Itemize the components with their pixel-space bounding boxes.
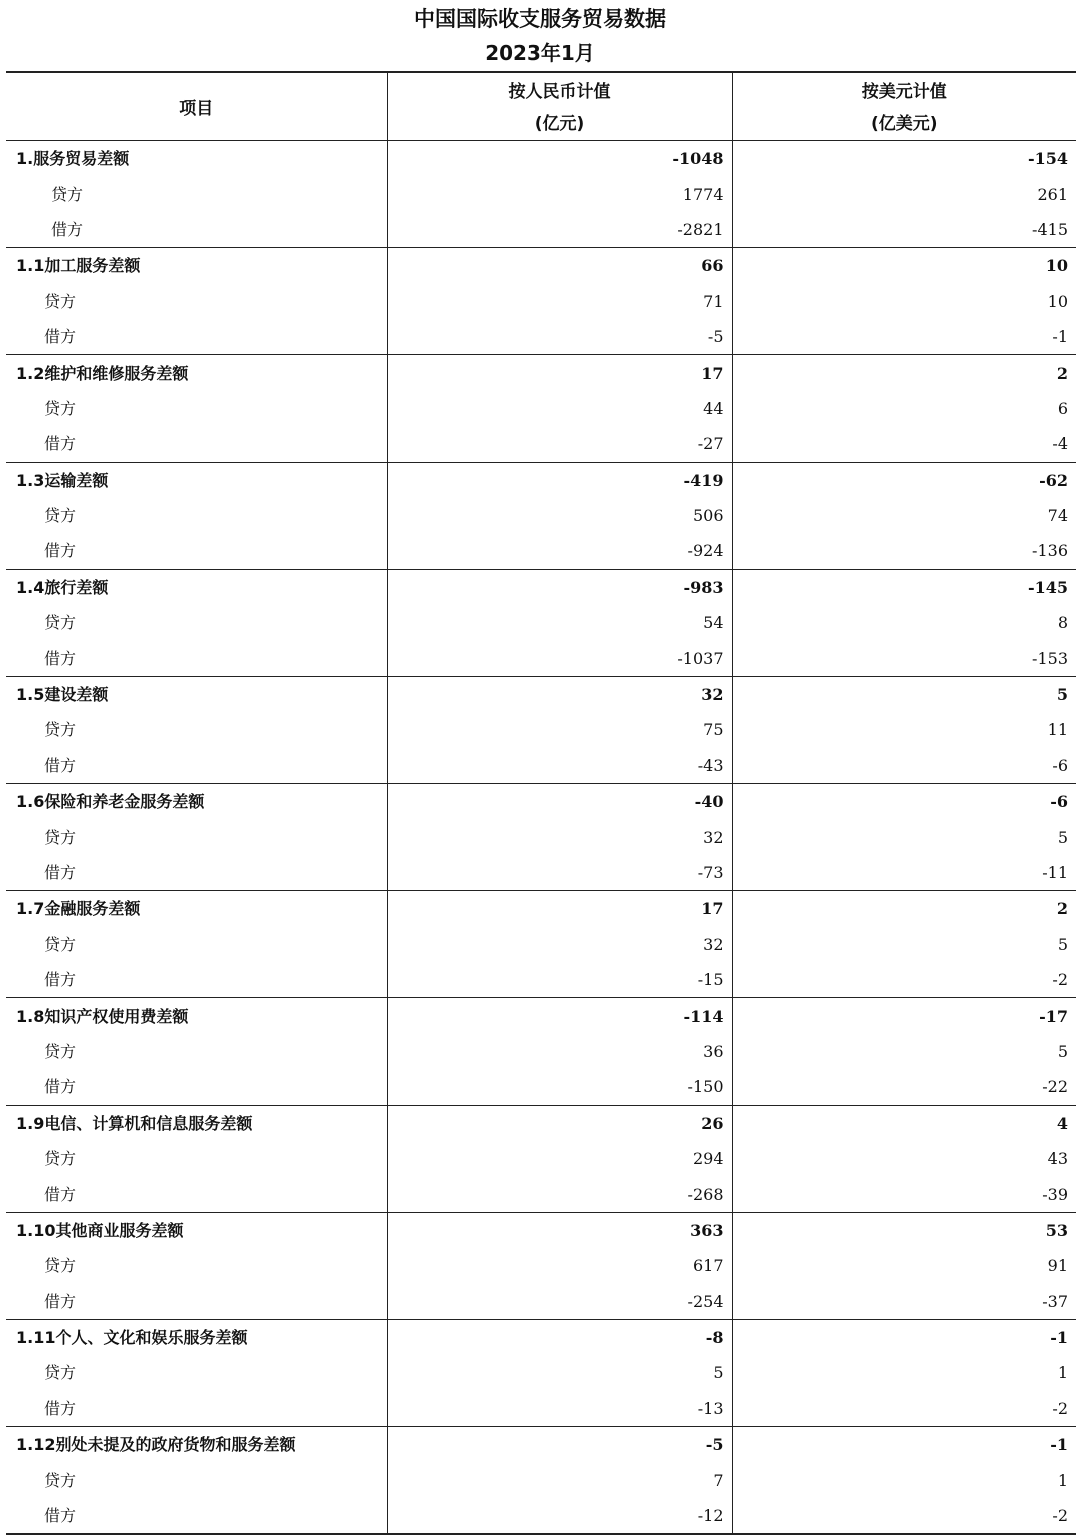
rmb-value-cell: -5 xyxy=(387,319,732,355)
table-row-debit xyxy=(6,1176,1076,1212)
table-row-credit xyxy=(6,605,1076,640)
page-title: 中国国际收支服务贸易数据 xyxy=(414,7,666,31)
page-subtitle: 2023年1月 xyxy=(485,41,595,65)
usd-value-cell: -39 xyxy=(732,1176,1076,1212)
rmb-value-cell: 54 xyxy=(387,605,732,640)
table-row-balance xyxy=(6,1427,1076,1463)
header-usd-unit: (亿美元) xyxy=(870,113,938,134)
item-cell: 1.10其他商业服务差额 xyxy=(6,1212,387,1248)
usd-value-cell: 43 xyxy=(1047,1149,1068,1169)
item-cell: 借方 xyxy=(6,1176,387,1212)
usd-value-cell: -62 xyxy=(1039,470,1068,490)
header-item xyxy=(6,72,387,141)
item-cell: 1.6保险和养老金服务差额 xyxy=(6,784,387,820)
rmb-value-cell: 32 xyxy=(387,927,732,962)
services-trade-table xyxy=(6,71,1076,1535)
table-row-debit xyxy=(6,748,1076,784)
rmb-value-cell: -924 xyxy=(387,533,732,569)
table-row-debit xyxy=(6,640,1076,676)
item-cell: 贷方 xyxy=(6,819,387,854)
rmb-value-cell: 5 xyxy=(387,1355,732,1390)
header-item-label: 项目 xyxy=(179,99,214,119)
usd-value-cell: 1 xyxy=(1057,1363,1068,1383)
usd-value-cell: -1 xyxy=(1050,1435,1068,1455)
item-cell: 借方 xyxy=(6,1284,387,1320)
item-cell: 借方 xyxy=(6,319,387,355)
table-row-credit xyxy=(6,1462,1076,1497)
table-row-credit xyxy=(6,391,1076,426)
table-header-row xyxy=(6,72,1076,141)
usd-value-cell: -2 xyxy=(1052,1506,1068,1526)
rmb-value-cell: -13 xyxy=(387,1391,732,1427)
item-cell: 1.服务贸易差额 xyxy=(6,141,387,177)
table-row-balance xyxy=(6,784,1076,820)
rmb-value-cell: -268 xyxy=(387,1176,732,1212)
table-row-debit xyxy=(6,855,1076,891)
item-cell: 1.12别处未提及的政府货物和服务差额 xyxy=(6,1427,387,1463)
item-cell: 借方 xyxy=(6,855,387,891)
table-row-balance xyxy=(6,1212,1076,1248)
usd-value-cell: 53 xyxy=(1045,1220,1068,1240)
usd-value-cell: 1 xyxy=(1057,1470,1068,1490)
table-row-credit xyxy=(6,927,1076,962)
item-cell: 1.8知识产权使用费差额 xyxy=(6,998,387,1034)
table-row-credit xyxy=(6,284,1076,319)
rmb-value-cell: 32 xyxy=(387,819,732,854)
usd-value-cell: 74 xyxy=(1047,506,1068,526)
item-cell: 贷方 xyxy=(6,284,387,319)
rmb-value-cell: -43 xyxy=(387,748,732,784)
usd-value-cell: -136 xyxy=(732,533,1076,569)
header-rmb xyxy=(387,72,732,141)
item-cell: 贷方 xyxy=(6,1034,387,1069)
usd-value-cell: 5 xyxy=(1057,934,1068,954)
usd-value-cell: -17 xyxy=(1039,1006,1068,1026)
usd-value-cell: -37 xyxy=(732,1284,1076,1320)
rmb-value-cell: -15 xyxy=(387,962,732,998)
table-row-balance xyxy=(6,462,1076,498)
usd-value-cell: 6 xyxy=(1057,398,1068,418)
rmb-value-cell: 363 xyxy=(387,1212,732,1248)
usd-value-cell: 5 xyxy=(1056,685,1068,705)
rmb-value-cell: 7 xyxy=(387,1462,732,1497)
table-row-credit xyxy=(6,712,1076,747)
item-cell: 借方 xyxy=(6,1069,387,1105)
item-cell: 1.4旅行差额 xyxy=(6,569,387,605)
table-row-credit xyxy=(6,498,1076,533)
usd-value-cell: -2 xyxy=(732,1391,1076,1427)
usd-value-cell: 5 xyxy=(1057,827,1068,847)
item-cell: 贷方 xyxy=(6,927,387,962)
table-row-debit xyxy=(6,1391,1076,1427)
usd-value-cell: -145 xyxy=(1027,577,1068,597)
table-row-balance xyxy=(6,1319,1076,1355)
item-cell: 1.2维护和维修服务差额 xyxy=(6,355,387,391)
rmb-value-cell: -150 xyxy=(387,1069,732,1105)
usd-value-cell: -1 xyxy=(732,319,1076,355)
item-cell: 借方 xyxy=(6,1498,387,1534)
item-cell: 借方 xyxy=(6,533,387,569)
rmb-value-cell: -983 xyxy=(387,569,732,605)
usd-value-cell: -1 xyxy=(1050,1328,1068,1348)
rmb-value-cell: -5 xyxy=(387,1427,732,1463)
item-cell: 贷方 xyxy=(6,1141,387,1176)
header-usd xyxy=(732,72,1076,141)
usd-value-cell: 5 xyxy=(1057,1041,1068,1061)
table-row-debit xyxy=(6,426,1076,462)
table-row-debit xyxy=(6,1069,1076,1105)
usd-value-cell: 4 xyxy=(1056,1113,1068,1133)
item-cell: 贷方 xyxy=(6,391,387,426)
item-cell: 借方 xyxy=(6,640,387,676)
usd-value-cell: 91 xyxy=(1047,1256,1068,1276)
rmb-value-cell: -27 xyxy=(387,426,732,462)
table-row-balance xyxy=(6,676,1076,712)
table-row-debit xyxy=(6,533,1076,569)
table-row-balance xyxy=(6,248,1076,284)
rmb-value-cell: -73 xyxy=(387,855,732,891)
item-cell: 贷方 xyxy=(6,176,387,211)
usd-value-cell: -153 xyxy=(732,640,1076,676)
item-cell: 贷方 xyxy=(6,1248,387,1283)
usd-value-cell: -154 xyxy=(1027,149,1068,169)
rmb-value-cell: 294 xyxy=(387,1141,732,1176)
item-cell: 借方 xyxy=(6,1391,387,1427)
item-cell: 借方 xyxy=(6,426,387,462)
header-rmb-unit: (亿元) xyxy=(534,113,585,134)
rmb-value-cell: -2821 xyxy=(387,212,732,248)
table-row-credit xyxy=(6,819,1076,854)
rmb-value-cell: 1774 xyxy=(387,176,732,211)
item-cell: 1.9电信、计算机和信息服务差额 xyxy=(6,1105,387,1141)
usd-value-cell: -2 xyxy=(732,962,1076,998)
table-row-debit xyxy=(6,319,1076,355)
usd-value-cell: 261 xyxy=(1037,184,1068,204)
item-cell: 1.3运输差额 xyxy=(6,462,387,498)
rmb-value-cell: 506 xyxy=(387,498,732,533)
rmb-value-cell: -40 xyxy=(387,784,732,820)
usd-value-cell: 10 xyxy=(1045,256,1068,276)
item-cell: 借方 xyxy=(6,748,387,784)
item-cell: 1.1加工服务差额 xyxy=(6,248,387,284)
rmb-value-cell: 71 xyxy=(387,284,732,319)
rmb-value-cell: -8 xyxy=(387,1319,732,1355)
item-cell: 贷方 xyxy=(6,1462,387,1497)
rmb-value-cell: -1048 xyxy=(387,141,732,177)
table-row-balance xyxy=(6,141,1076,177)
rmb-value-cell: 617 xyxy=(387,1248,732,1283)
rmb-value-cell: 66 xyxy=(387,248,732,284)
header-usd-label: 按美元计值 xyxy=(861,81,947,102)
header-rmb-label: 按人民币计值 xyxy=(508,81,611,102)
usd-value-cell: 11 xyxy=(1047,720,1068,740)
table-row-credit xyxy=(6,176,1076,211)
item-cell: 贷方 xyxy=(6,1355,387,1390)
table-row-debit xyxy=(6,962,1076,998)
table-row-credit xyxy=(6,1355,1076,1390)
rmb-value-cell: 26 xyxy=(387,1105,732,1141)
table-row-balance xyxy=(6,891,1076,927)
usd-value-cell: -11 xyxy=(732,855,1076,891)
table-row-balance xyxy=(6,569,1076,605)
rmb-value-cell: -12 xyxy=(387,1498,732,1534)
rmb-value-cell: 32 xyxy=(387,676,732,712)
rmb-value-cell: 17 xyxy=(387,355,732,391)
item-cell: 贷方 xyxy=(6,712,387,747)
rmb-value-cell: -254 xyxy=(387,1284,732,1320)
table-row-credit xyxy=(6,1034,1076,1069)
usd-value-cell: -4 xyxy=(732,426,1076,462)
usd-value-cell: 10 xyxy=(1047,291,1068,311)
table-row-balance xyxy=(6,1105,1076,1141)
item-cell: 贷方 xyxy=(6,498,387,533)
usd-value-cell: -6 xyxy=(732,748,1076,784)
table-row-credit xyxy=(6,1248,1076,1283)
services-trade-table-wrapper xyxy=(6,71,1076,1535)
item-cell: 贷方 xyxy=(6,605,387,640)
usd-value-cell: 8 xyxy=(1057,613,1068,633)
usd-value-cell: -6 xyxy=(1050,792,1068,812)
item-cell: 1.11个人、文化和娱乐服务差额 xyxy=(6,1319,387,1355)
rmb-value-cell: -114 xyxy=(387,998,732,1034)
usd-value-cell: 2 xyxy=(1056,363,1068,383)
item-cell: 1.5建设差额 xyxy=(6,676,387,712)
usd-value-cell: -22 xyxy=(732,1069,1076,1105)
rmb-value-cell: 44 xyxy=(387,391,732,426)
rmb-value-cell: -419 xyxy=(387,462,732,498)
rmb-value-cell: 75 xyxy=(387,712,732,747)
table-row-balance xyxy=(6,355,1076,391)
table-row-balance xyxy=(6,998,1076,1034)
rmb-value-cell: 17 xyxy=(387,891,732,927)
item-cell: 借方 xyxy=(6,962,387,998)
usd-value-cell: 2 xyxy=(1056,899,1068,919)
rmb-value-cell: -1037 xyxy=(387,640,732,676)
table-row-debit xyxy=(6,1284,1076,1320)
usd-value-cell: -415 xyxy=(732,212,1076,248)
item-cell: 借方 xyxy=(6,212,387,248)
table-body xyxy=(6,141,1076,1535)
item-cell: 1.7金融服务差额 xyxy=(6,891,387,927)
table-row-debit xyxy=(6,212,1076,248)
table-row-credit xyxy=(6,1141,1076,1176)
rmb-value-cell: 36 xyxy=(387,1034,732,1069)
